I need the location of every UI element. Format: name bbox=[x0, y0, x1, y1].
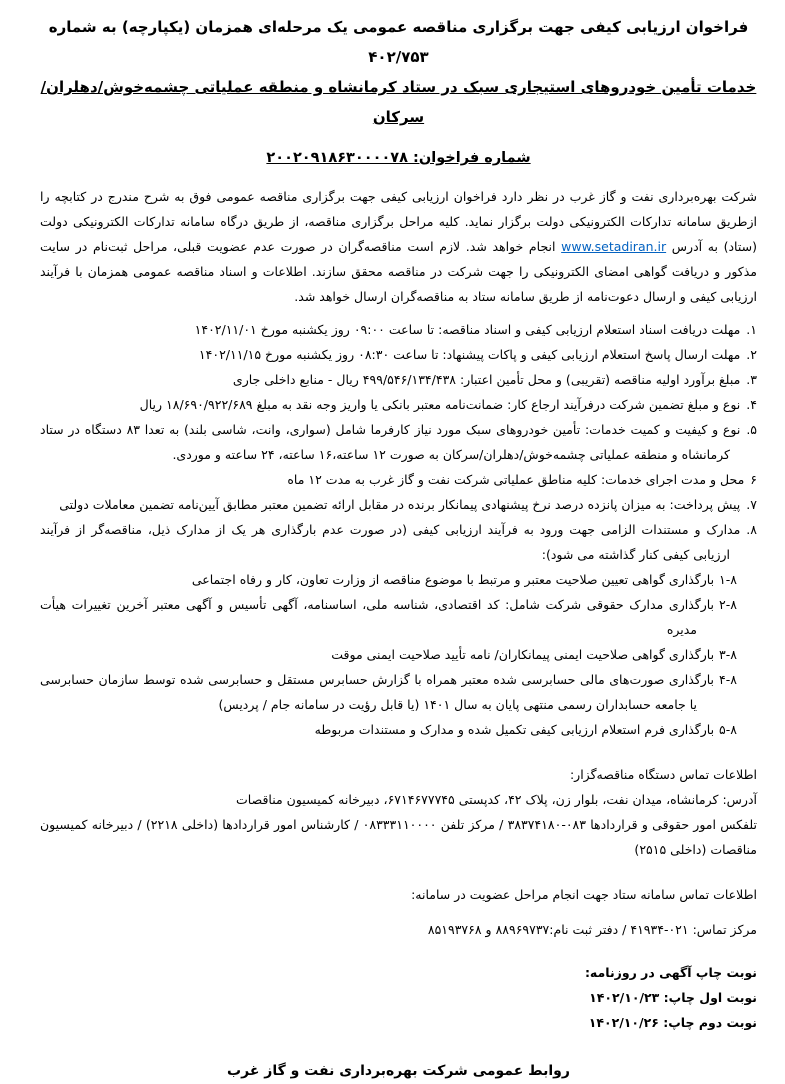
employer-phones: تلفکس امور حقوقی و قراردادها ۰۸۳-۳۸۳۷۴۱۸۰ / مرکز تلفن ۰۸۳۳۳۱۱۰۰۰۰ / کارشناس امور قراردادها (داخلی ۲۲۱۸) / دبیرخانه کمیسیون مناقصات (داخلی ۲۵۱۵) bbox=[40, 817, 757, 857]
list-item-number: ۸. bbox=[746, 522, 757, 537]
list-item bbox=[40, 392, 757, 417]
publication-heading: نوبت چاپ آگهی در روزنامه: bbox=[584, 965, 757, 980]
list-item-number: ۱. bbox=[746, 322, 757, 337]
setad-contact-section bbox=[40, 882, 757, 942]
list-item-text: مدارک و مستندات الزامی جهت ورود به فرآیند ارزیابی کیفی (در صورت عدم بارگذاری هر یک از مدارک ذیل، مناقصه‌گر از فرآیند ارزیابی کیفی کنار گذاشته می شود): bbox=[40, 522, 741, 562]
sub-item-text: بارگذاری گواهی صلاحیت ایمنی پیمانکاران/ نامه تأیید صلاحیت ایمنی موقت bbox=[331, 647, 715, 662]
list-item bbox=[40, 417, 757, 467]
intro-paragraph bbox=[40, 184, 757, 309]
list-item bbox=[40, 517, 757, 567]
tender-terms-list bbox=[40, 317, 757, 567]
public-relations-signature: روابط عمومی شرکت بهره‌برداری نفت و گاز غرب bbox=[227, 1063, 570, 1079]
sub-list-item bbox=[40, 592, 757, 642]
list-item-text: محل و مدت اجرای خدمات: کلیه مناطق عملیاتی شرکت نفت و گاز غرب به مدت ۱۲ ماه bbox=[287, 472, 745, 487]
list-item bbox=[40, 492, 757, 517]
publication-second-run: نوبت دوم چاپ: ۱۴۰۲/۱۰/۲۶ bbox=[588, 1015, 757, 1030]
setad-phones: مرکز تماس: ۰۲۱-۴۱۹۳۴ / دفتر ثبت نام:۸۸۹۶۹۷۳۷ و ۸۵۱۹۳۷۶۸ bbox=[427, 922, 757, 937]
sub-item-number: ۸-۳ bbox=[719, 647, 737, 662]
sub-list-item bbox=[40, 667, 757, 717]
list-item-text: مبلغ برآورد اولیه مناقصه (تقریبی) و محل تأمین اعتبار: ۴۹۹/۵۴۶/۱۳۴/۴۳۸ ریال - منابع داخلی جاری bbox=[232, 372, 741, 387]
list-item bbox=[40, 467, 757, 492]
list-item-text: پیش پرداخت: به میزان پانزده درصد نرخ پیشنهادی پیمانکار برنده در مقابل ارائه تضمین معتبر مطابق آیین‌نامه تضمین معاملات دولتی bbox=[59, 497, 741, 512]
list-item-text: نوع و کیفیت و کمیت خدمات: تأمین خودروهای سبک مورد نیاز کارفرما شامل (سواری، وانت، شاسی بلند) به تعدا ۸۳ دستگاه در ستاد کرمانشاه و منطقه عملیاتی چشمه‌خوش/دهلران/سرکان به صورت ۱۲ ساعته،۱۶ ساعته، ۲۴ ساعته و موردی. bbox=[40, 422, 741, 462]
sub-list-item bbox=[40, 717, 757, 742]
list-item-number: ۴. bbox=[746, 397, 757, 412]
sub-item-text: بارگذاری مدارک حقوقی شرکت شامل: کد اقتصادی، شناسه ملی، اساسنامه، آگهی تأسیس و آگهی معتبر آخرین تغییرات هیأت مدیره bbox=[40, 597, 715, 637]
setadiran-link[interactable]: www.setadiran.ir bbox=[561, 239, 667, 254]
employer-contact-heading: اطلاعات تماس دستگاه مناقصه‌گزار: bbox=[569, 767, 757, 782]
employer-address: آدرس: کرمانشاه، میدان نفت، بلوار زن، پلاک ۴۲، کدپستی ۶۷۱۴۶۷۷۷۴۵، دبیرخانه کمیسیون مناقصات bbox=[236, 792, 757, 807]
list-item-number: ۶ bbox=[750, 472, 757, 487]
sub-item-number: ۸-۲ bbox=[719, 597, 737, 612]
list-item-text: نوع و مبلغ تضمین شرکت درفرآیند ارجاع کار: ضمانت‌نامه معتبر بانکی یا واریز وجه نقد به مبلغ ۱۸/۶۹۰/۹۲۲/۶۸۹ ریال bbox=[139, 397, 741, 412]
sub-item-text: بارگذاری گواهی تعیین صلاحیت معتبر و مرتبط با موضوع مناقصه از وزارت تعاون، کار و رفاه اجتماعی bbox=[191, 572, 715, 587]
sub-item-text: بارگذاری فرم استعلام ارزیابی کیفی تکمیل شده و مدارک و مستندات مربوطه bbox=[314, 722, 715, 737]
sub-item-text: بارگذاری صورت‌های مالی حسابرسی شده معتبر همراه با گزارش حسابرس مستقل و حسابرسی شده توسط سازمان حسابرسی یا جامعه حسابداران رسمی منتهی پایان به سال ۱۴۰۱ (یا قابل رؤیت در سامانه جام / پردیس) bbox=[40, 672, 715, 712]
sub-item-number: ۸-۱ bbox=[719, 572, 737, 587]
document-title-line2: خدمات تأمین خودروهای استیجاری سبک در ستاد کرمانشاه و منطقه عملیاتی چشمه‌خوش/دهلران/سرکان bbox=[40, 78, 757, 126]
sub-item-number: ۸-۵ bbox=[719, 722, 737, 737]
list-item-number: ۷. bbox=[746, 497, 757, 512]
employer-contact-section bbox=[40, 762, 757, 862]
list-item-number: ۳. bbox=[746, 372, 757, 387]
intro-text-before-link: شرکت بهره‌برداری نفت و گاز غرب در نظر دارد فراخوان ارزیابی کیفی جهت برگزاری مناقصه عمومی فوق به شرح مندرج در کتابچه را ازطریق سامانه تدارکات الکترونیکی دولت برگزار نماید. کلیه مراحل برگزاری مناقصه، از طریق درگاه سامانه تدارکات الکترونیکی دولت (ستاد) به آدرس bbox=[40, 189, 757, 254]
intro-text-after-link: انجام خواهد شد. لازم است مناقصه‌گران در صورت عدم عضویت قبلی، مراحل ثبت‌نام در سایت مذکور و دریافت گواهی امضای الکترونیکی را جهت شرکت در مناقصه محقق سازند. اطلاعات و اسناد مناقصه عمومی همزمان با فرآیند ارزیابی کیفی و ارسال دعوت‌نامه از طریق سامانه ستاد به مناقصه‌گران ارسال خواهد شد. bbox=[40, 239, 757, 304]
list-item bbox=[40, 342, 757, 367]
list-item-number: ۵. bbox=[746, 422, 758, 437]
list-item-text: مهلت دریافت اسناد استعلام ارزیابی کیفی و اسناد مناقصه: تا ساعت ۰۹:۰۰ روز یکشنبه مورخ ۱۴۰۲/۱۱/۰۱ bbox=[194, 322, 741, 337]
list-item-text: مهلت ارسال پاسخ استعلام ارزیابی کیفی و پاکات پیشنهاد: تا ساعت ۰۸:۳۰ روز یکشنبه مورخ ۱۴۰۲/۱۱/۱۵ bbox=[198, 347, 741, 362]
call-number: شماره فراخوان: ۲۰۰۲۰۹۱۸۶۳۰۰۰۰۷۸ bbox=[266, 150, 531, 166]
setad-contact-heading: اطلاعات تماس سامانه ستاد جهت انجام مراحل عضویت در سامانه: bbox=[411, 887, 757, 902]
list-item-number: ۲. bbox=[746, 347, 757, 362]
list-item bbox=[40, 367, 757, 392]
sub-list-item bbox=[40, 642, 757, 667]
publication-first-run: نوبت اول چاپ: ۱۴۰۲/۱۰/۲۳ bbox=[589, 990, 757, 1005]
sub-list-item bbox=[40, 567, 757, 592]
required-documents-sublist bbox=[40, 567, 757, 742]
document-title-line1: فراخوان ارزیابی کیفی جهت برگزاری مناقصه عمومی یک مرحله‌ای همزمان (یکپارچه) به شماره ۴۰۲/۷۵۳ bbox=[48, 18, 749, 66]
list-item bbox=[40, 317, 757, 342]
sub-item-number: ۸-۴ bbox=[719, 672, 737, 687]
